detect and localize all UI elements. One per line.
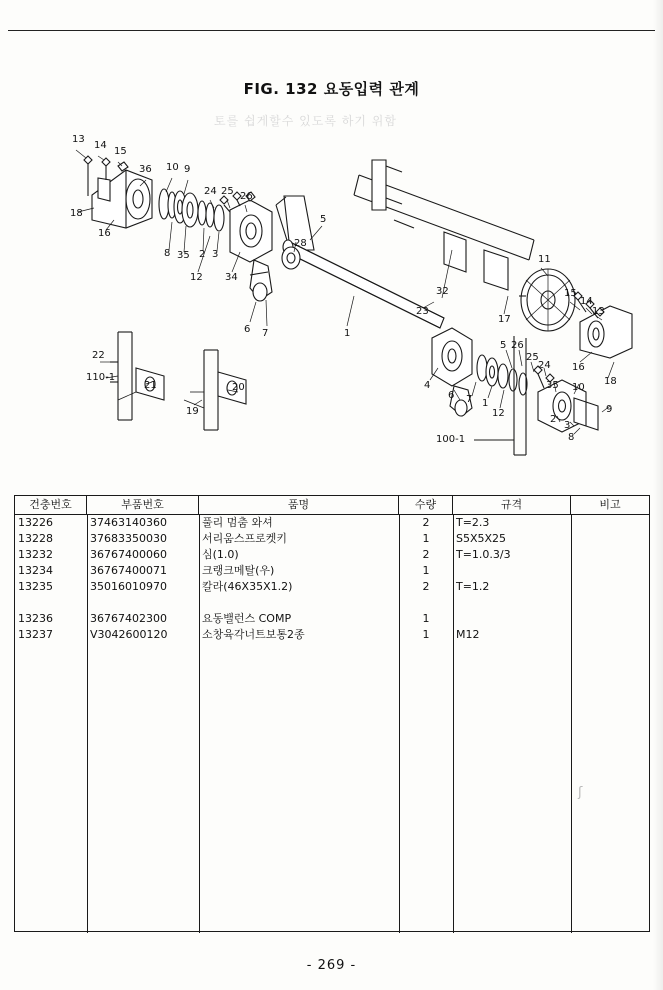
cell-part-number: V3042600120: [90, 628, 168, 641]
svg-text:13: 13: [72, 134, 85, 145]
svg-text:17: 17: [498, 314, 511, 325]
parts-diagram: [14, 100, 649, 485]
svg-text:13: 13: [592, 306, 605, 317]
cell-item-number: 13226: [18, 516, 53, 529]
svg-text:100-1: 100-1: [436, 434, 466, 445]
table-row: [15, 531, 649, 547]
cell-description: 요동밸런스 COMP: [202, 612, 292, 625]
svg-text:9: 9: [184, 164, 191, 175]
svg-text:4: 4: [424, 380, 431, 391]
svg-text:7: 7: [466, 394, 473, 405]
cell-item-number: 13234: [18, 564, 53, 577]
svg-text:12: 12: [190, 272, 203, 283]
cell-note: [571, 579, 649, 595]
svg-text:19: 19: [186, 406, 199, 417]
cell-spec: M12: [456, 628, 480, 641]
svg-text:6: 6: [448, 390, 455, 401]
page-edge-shadow: [653, 0, 663, 990]
cell-spec: T=1.2: [456, 580, 490, 593]
cell-item-number: 13235: [18, 580, 53, 593]
svg-text:23: 23: [416, 306, 429, 317]
svg-text:26: 26: [240, 191, 253, 202]
cell-quantity: [399, 595, 453, 611]
col-header-part-number: 부품번호: [87, 496, 199, 514]
page-rule: [8, 30, 655, 31]
table-row: [15, 579, 649, 595]
cell-note: [571, 595, 649, 611]
col-header-note: 비고: [599, 498, 621, 511]
cell-part-number: 36767400060: [90, 548, 167, 561]
cell-note: [571, 627, 649, 643]
cell-note: [571, 547, 649, 563]
cell-quantity: 2: [422, 516, 430, 529]
table-body: [15, 515, 649, 933]
svg-text:10: 10: [572, 382, 585, 393]
cell-spec: [453, 595, 571, 611]
cell-quantity: 1: [422, 564, 430, 577]
cell-description: 크랭크메탈(우): [202, 564, 275, 577]
table-row: [15, 627, 649, 643]
cell-note: [571, 611, 649, 627]
svg-text:35: 35: [546, 380, 559, 391]
table-header-row: [15, 496, 649, 515]
cell-part-number: 36767400071: [90, 564, 167, 577]
col-header-quantity: 수량: [399, 496, 453, 514]
cell-quantity: 2: [422, 548, 430, 561]
svg-text:110-1: 110-1: [86, 372, 116, 383]
cell-part-number: 37463140360: [90, 516, 167, 529]
cell-spec: T=1.0.3/3: [456, 548, 511, 561]
svg-text:7: 7: [262, 328, 269, 339]
cell-description: 풀리 멈춤 와셔: [202, 516, 273, 529]
svg-text:5: 5: [320, 214, 327, 225]
svg-text:9: 9: [606, 404, 613, 415]
cell-part-number: 36767402300: [90, 612, 167, 625]
table-row: [15, 611, 649, 627]
cell-spec: [453, 611, 571, 627]
svg-text:10: 10: [166, 162, 179, 173]
cell-description: 칼라(46X35X1.2): [202, 580, 293, 593]
cell-spec: T=2.3: [456, 516, 490, 529]
cell-quantity: 1: [422, 628, 430, 641]
cell-spec: S5X5X25: [456, 532, 507, 545]
cell-quantity: 2: [422, 580, 430, 593]
svg-text:28: 28: [294, 238, 307, 249]
svg-text:15: 15: [564, 288, 577, 299]
svg-text:2: 2: [550, 414, 557, 425]
svg-text:16: 16: [98, 228, 111, 239]
svg-text:11: 11: [538, 254, 551, 265]
col-divider-4: [453, 515, 454, 933]
col-divider-3: [399, 515, 400, 933]
svg-text:24: 24: [538, 360, 551, 371]
cell-item-number: 13232: [18, 548, 53, 561]
faint-watermark-text: 토를 쉽게할수 있도록 하기 위함: [214, 114, 397, 128]
svg-text:34: 34: [225, 272, 238, 283]
svg-text:35: 35: [177, 250, 190, 261]
svg-text:25: 25: [526, 352, 539, 363]
svg-text:12: 12: [492, 408, 505, 419]
table-row: [15, 547, 649, 563]
col-header-spec: 규격: [453, 496, 571, 514]
cell-item-number: 13236: [18, 612, 53, 625]
svg-text:16: 16: [572, 362, 585, 373]
svg-text:8: 8: [568, 432, 575, 443]
svg-text:6: 6: [244, 324, 251, 335]
svg-text:18: 18: [604, 376, 617, 387]
svg-text:2: 2: [199, 249, 206, 260]
svg-text:15: 15: [114, 146, 127, 157]
cell-part-number: 37683350030: [90, 532, 167, 545]
col-divider-5: [571, 515, 572, 933]
svg-text:32: 32: [436, 286, 449, 297]
svg-text:24: 24: [204, 186, 217, 197]
cell-part-number: [87, 595, 199, 611]
paper-smudge: ʃ: [578, 785, 583, 800]
cell-spec: [453, 563, 571, 579]
svg-text:21: 21: [144, 380, 157, 391]
svg-text:5: 5: [500, 340, 507, 351]
cell-description: 서리움스프로켓키: [202, 532, 288, 545]
col-header-item-number: 건충번호: [15, 496, 87, 514]
col-divider-1: [87, 515, 88, 933]
svg-text:1: 1: [344, 328, 351, 339]
svg-text:26: 26: [511, 340, 524, 351]
cell-item-number: 13228: [18, 532, 53, 545]
col-divider-2: [199, 515, 200, 933]
svg-text:1: 1: [482, 398, 489, 409]
svg-text:22: 22: [92, 350, 105, 361]
cell-description: 소창육각너트보통2종: [202, 628, 305, 641]
svg-text:25: 25: [221, 186, 234, 197]
svg-text:18: 18: [70, 208, 83, 219]
page-number: - 269 -: [306, 958, 357, 973]
cell-item-number: [15, 595, 87, 611]
diagram-svg: [14, 100, 649, 485]
svg-text:3: 3: [212, 249, 219, 260]
cell-item-number: 13237: [18, 628, 53, 641]
cell-quantity: 1: [422, 612, 430, 625]
figure-title: FIG. 132 요동입력 관계: [243, 80, 420, 98]
svg-text:20: 20: [232, 382, 245, 393]
svg-text:14: 14: [580, 296, 593, 307]
svg-text:36: 36: [139, 164, 152, 175]
col-header-description: 품명: [199, 496, 399, 514]
cell-note: [571, 563, 649, 579]
cell-note: [571, 531, 649, 547]
svg-text:8: 8: [164, 248, 171, 259]
cell-description: 심(1.0): [202, 548, 239, 561]
table-row: [15, 563, 649, 579]
cell-quantity: 1: [422, 532, 430, 545]
parts-table: [14, 495, 650, 932]
table-row: [15, 595, 649, 611]
cell-note: [571, 515, 649, 531]
cell-part-number: 35016010970: [90, 580, 167, 593]
cell-description: [199, 595, 399, 611]
svg-text:3: 3: [564, 420, 571, 431]
svg-text:14: 14: [94, 140, 107, 151]
table-row: [15, 515, 649, 531]
